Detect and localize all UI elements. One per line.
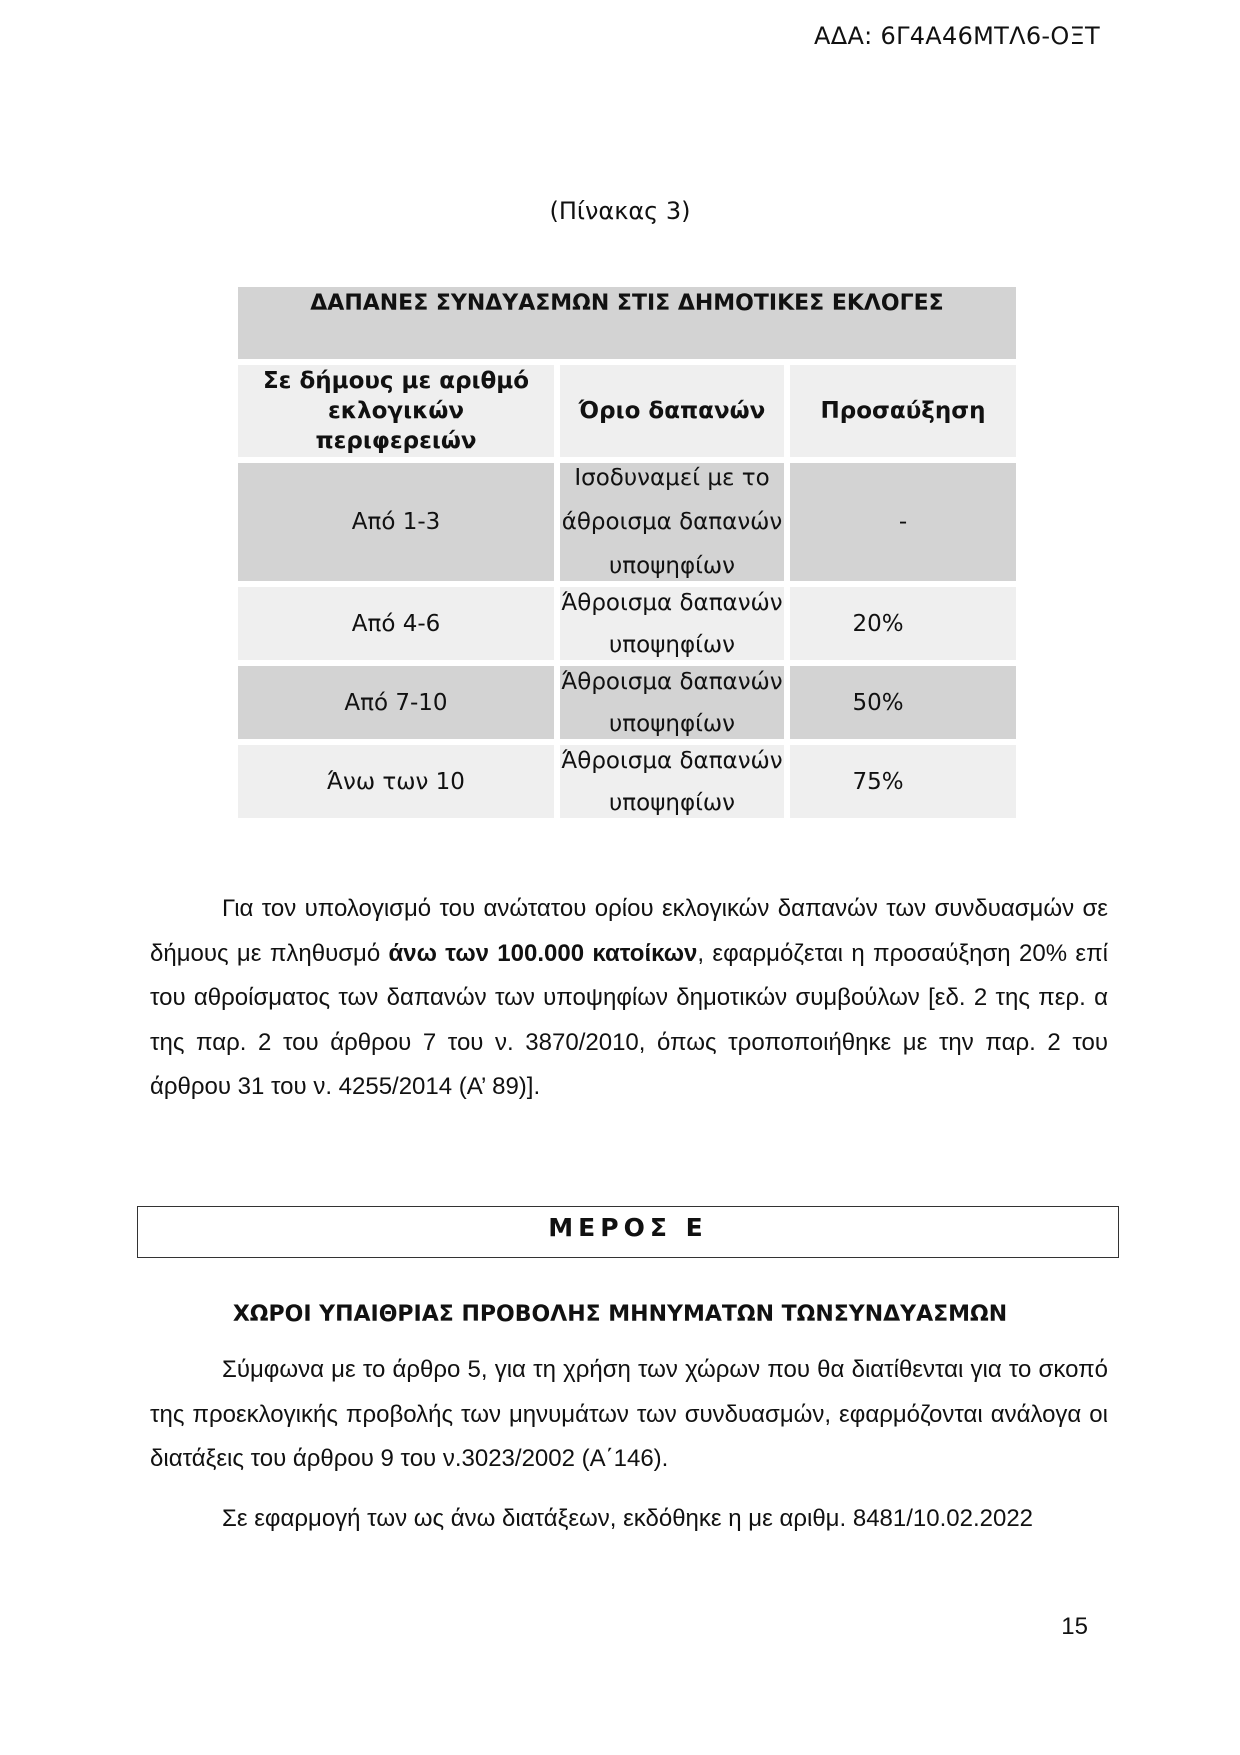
- table-caption: (Πίνακας 3): [549, 197, 691, 225]
- cell-limit: [560, 666, 784, 739]
- table-title: ΔΑΠΑΝΕΣ ΣΥΝΔΥΑΣΜΩΝ ΣΤΙΣ ΔΗΜΟΤΙΚΕΣ ΕΚΛΟΓΕΣ: [238, 287, 1016, 359]
- paragraph-article5-text: Σύμφωνα με το άρθρο 5, για τη χρήση των χώρων που θα διατίθενται για το σκοπό της προεκλογικής προβολής των μηνυμάτων των συνδυασμών, εφαρμόζονται ανάλογα οι διατάξεις του άρθρου 9 του ν.3023/2002 (Α΄146).: [150, 1356, 1108, 1473]
- paragraph-decision-text: Σε εφαρμογή των ως άνω διατάξεων, εκδόθηκε η με αριθμ. 8481/10.02.2022: [222, 1505, 1034, 1532]
- cell-limit-line: Άθροισμα δαπανών: [561, 668, 783, 695]
- page-number: 15: [1061, 1613, 1088, 1640]
- header-districts: [238, 365, 554, 457]
- cell-limit-line: υποψηφίων: [608, 631, 736, 658]
- expenses-table: [238, 287, 1016, 818]
- part-heading: ΜΕΡΟΣ Ε: [137, 1206, 1119, 1258]
- cell-limit-line: υποψηφίων: [608, 789, 736, 816]
- cell-limit-line: υποψηφίων: [608, 710, 736, 737]
- section-title: ΧΩΡΟΙ ΥΠΑΙΘΡΙΑΣ ΠΡΟΒΟΛΗΣ ΜΗΝΥΜΑΤΩΝ ΤΩΝΣΥΝΔΥΑΣΜΩΝ: [232, 1302, 1008, 1327]
- table-row: [238, 463, 1016, 581]
- cell-range: Από 1-3: [238, 463, 554, 581]
- cell-limit-line: Άθροισμα δαπανών: [561, 589, 783, 616]
- cell-increase: 50%: [790, 666, 1016, 739]
- cell-limit-line: άθροισμα δαπανών: [561, 509, 783, 535]
- table-row: [238, 666, 1016, 739]
- header-increase: [790, 365, 1016, 457]
- cell-range: Από 7-10: [238, 666, 554, 739]
- header-increase-text: Προσαύξηση: [820, 398, 986, 424]
- cell-range: Άνω των 10: [238, 745, 554, 818]
- header-limit: [560, 365, 784, 457]
- paragraph-article5: [150, 1348, 1108, 1482]
- cell-limit-line: υποψηφίων: [608, 553, 736, 579]
- header-limit-text: Όριο δαπανών: [578, 398, 766, 424]
- paragraph-bold-text: άνω των 100.000 κατοίκων: [388, 939, 698, 967]
- paragraph-text: , εφαρμόζεται η προσαύξηση 20% επί του αθροίσματος των δαπανών των υποψηφίων δημοτικών συμβούλων [εδ. 2 της περ. α της παρ. 2 του άρθρου 7 του ν. 3870/2010, όπως τροποποιήθηκε με την παρ. 2 του άρθρου 31 του ν. 4255/2014 (Α’ 89)].: [150, 939, 1108, 1101]
- ada-code: ΑΔΑ: 6Γ4Α46ΜΤΛ6-ΟΞΤ: [814, 22, 1100, 50]
- cell-increase: 75%: [790, 745, 1016, 818]
- cell-limit: [560, 745, 784, 818]
- cell-limit: [560, 463, 784, 581]
- paragraph-text: Για τον υπολογισμό του ανώτατου ορίου εκλογικών δαπανών των συνδυασμών σε δήμους με πληθυσμό: [150, 895, 1108, 967]
- paragraph-decision: [150, 1497, 1108, 1542]
- paragraph-calculation: [150, 887, 1108, 1110]
- header-districts-line2: εκλογικών: [327, 398, 465, 424]
- header-districts-line3: περιφερειών: [315, 428, 477, 454]
- header-districts-line1: Σε δήμους με αριθμό: [262, 368, 530, 394]
- table-row: [238, 587, 1016, 660]
- cell-range: Από 4-6: [238, 587, 554, 660]
- paragraph-calculation-text: [150, 887, 1108, 1110]
- cell-limit-line: Άθροισμα δαπανών: [561, 747, 783, 774]
- cell-increase: 20%: [790, 587, 1016, 660]
- cell-increase: -: [790, 463, 1016, 581]
- cell-limit-line: Ισοδυναμεί με το: [574, 465, 770, 491]
- cell-limit: [560, 587, 784, 660]
- table-header-row: [238, 365, 1016, 457]
- table-row: [238, 745, 1016, 818]
